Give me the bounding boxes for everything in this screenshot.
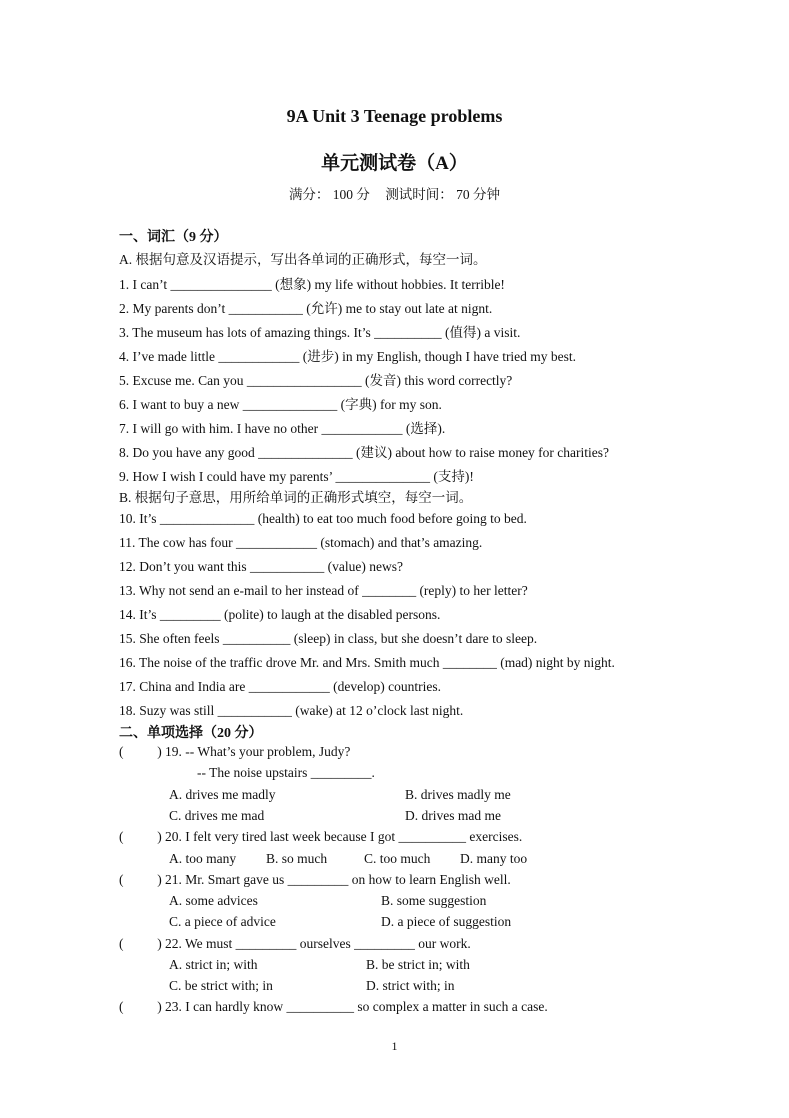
answer-bracket-20[interactable]: ( ) [119, 829, 162, 844]
question-21-stem: 21. Mr. Smart gave us _________ on how to learn English well. [165, 872, 511, 887]
question-23-stem: 23. I can hardly know __________ so complex a matter in such a case. [165, 999, 548, 1014]
question-22-stem: 22. We must _________ ourselves _________ our work. [165, 936, 471, 951]
answer-bracket-21[interactable]: ( ) [119, 872, 162, 887]
question-20-stem: 20. I felt very tired last week because I got __________ exercises. [165, 829, 523, 844]
question-4: 4. I’ve made little ____________ (进步) in my English, though I have tried my best. [119, 349, 577, 364]
answer-bracket-22[interactable]: ( ) [119, 936, 162, 951]
question-2: 2. My parents don’t ___________ (允许) me to stay out late at nignt. [119, 301, 493, 316]
question-19-option-d: D. drives mad me [405, 808, 501, 823]
question-22-option-a: A. strict in; with [169, 957, 258, 972]
question-19-option-b: B. drives madly me [405, 787, 511, 802]
question-16: 16. The noise of the traffic drove Mr. and Mrs. Smith much ________ (mad) night by night. [119, 655, 615, 670]
question-11: 11. The cow has four ____________ (stomach) and that’s amazing. [119, 535, 483, 550]
question-20-option-b: B. so much [266, 851, 328, 866]
question-9: 9. How I wish I could have my parents’ ______________ (支持)! [119, 469, 474, 484]
question-12: 12. Don’t you want this ___________ (value) news? [119, 559, 403, 574]
question-3: 3. The museum has lots of amazing things. It’s __________ (值得) a visit. [119, 325, 521, 340]
page-number: 1 [391, 1039, 398, 1053]
question-20-option-d: D. many too [460, 851, 528, 866]
question-14: 14. It’s _________ (polite) to laugh at the disabled persons. [119, 607, 441, 622]
question-10: 10. It’s ______________ (health) to eat too much food before going to bed. [119, 511, 527, 526]
answer-bracket-23[interactable]: ( ) [119, 999, 162, 1014]
test-time: 测试时间： 70 分钟 [385, 187, 501, 202]
question-20-option-c: C. too much [364, 851, 431, 866]
part-b-instruction: B. 根据句子意思，用所给单词的正确形式填空，每空一词。 [119, 490, 473, 505]
question-19-option-c: C. drives me mad [169, 808, 265, 823]
question-13: 13. Why not send an e-mail to her instead of ________ (reply) to her letter? [119, 583, 528, 598]
page-title: 9A Unit 3 Teenage problems [286, 106, 503, 126]
question-1: 1. I can’t _______________ (想象) my life without hobbies. It terrible! [119, 277, 505, 292]
question-21-option-b: B. some suggestion [381, 893, 487, 908]
question-17: 17. China and India are ____________ (develop) countries. [119, 679, 442, 694]
section-heading-vocabulary: 一、词汇（9 分） [119, 230, 228, 245]
page-subtitle: 单元测试卷（A） [321, 153, 468, 174]
question-6: 6. I want to buy a new ______________ (字典) for my son. [119, 397, 442, 412]
part-a-instruction: A. 根据句意及汉语提示，写出各单词的正确形式，每空一词。 [119, 252, 487, 267]
question-21-option-d: D. a piece of suggestion [381, 914, 512, 929]
section-heading-multiple-choice: 二、单项选择（20 分） [119, 726, 263, 741]
question-22-option-c: C. be strict with; in [169, 978, 273, 993]
question-8: 8. Do you have any good ______________ (建议) about how to raise money for charities? [119, 445, 610, 460]
full-marks: 满分： 100 分 [288, 187, 370, 202]
question-18: 18. Suzy was still ___________ (wake) at 12 o’clock last night. [119, 703, 464, 718]
question-21-option-a: A. some advices [169, 893, 258, 908]
question-22-option-d: D. strict with; in [366, 978, 455, 993]
question-7: 7. I will go with him. I have no other ____________ (选择). [119, 421, 446, 436]
question-19-reply: -- The noise upstairs _________. [197, 765, 375, 780]
question-19-stem: 19. -- What’s your problem, Judy? [165, 744, 351, 759]
question-20-option-a: A. too many [169, 851, 237, 866]
answer-bracket-19[interactable]: ( ) [119, 744, 162, 759]
exam-meta [0, 183, 789, 203]
question-5: 5. Excuse me. Can you _________________ (发音) this word correctly? [119, 373, 513, 388]
question-21-option-c: C. a piece of advice [169, 914, 276, 929]
question-22-option-b: B. be strict in; with [366, 957, 470, 972]
question-15: 15. She often feels __________ (sleep) in class, but she doesn’t dare to sleep. [119, 631, 538, 646]
question-19-option-a: A. drives me madly [169, 787, 276, 802]
